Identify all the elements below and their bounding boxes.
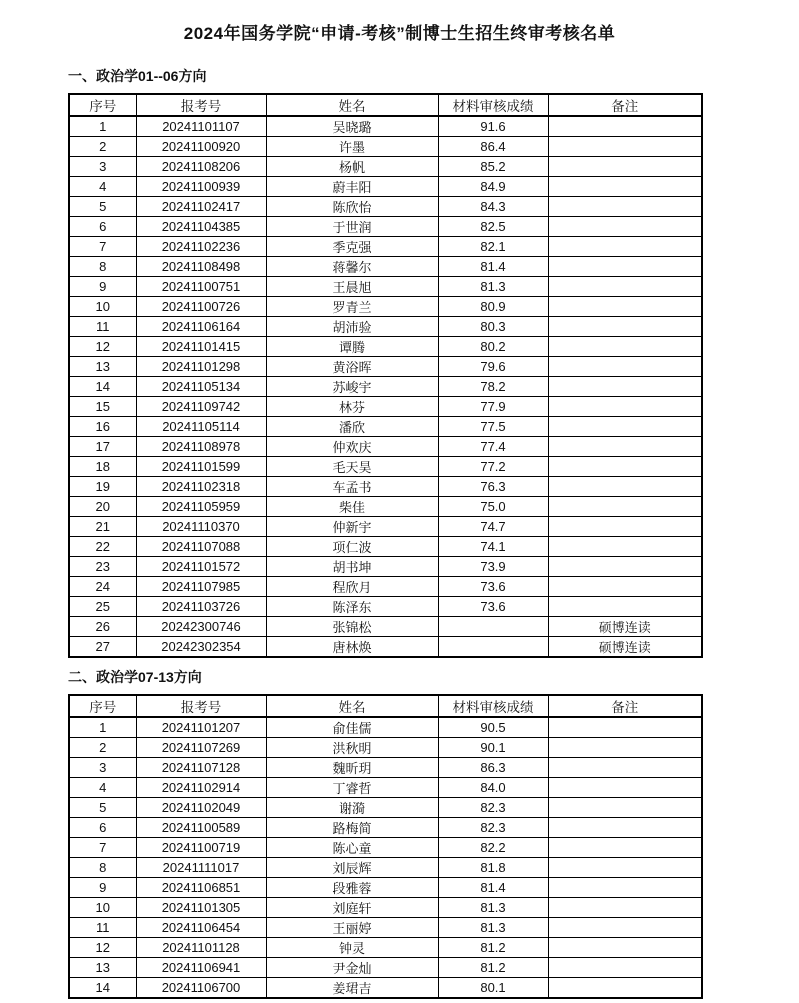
cell-name: 毛天昊 xyxy=(266,457,438,477)
cell-no: 22 xyxy=(69,537,136,557)
cell-application-number: 20241102417 xyxy=(136,197,266,217)
cell-application-number: 20241102914 xyxy=(136,778,266,798)
cell-application-number: 20241102236 xyxy=(136,237,266,257)
cell-no: 3 xyxy=(69,758,136,778)
cell-score: 77.2 xyxy=(438,457,548,477)
cell-no: 8 xyxy=(69,257,136,277)
cell-application-number: 20241100939 xyxy=(136,177,266,197)
table-row xyxy=(69,217,702,237)
table-row xyxy=(69,738,702,758)
cell-score xyxy=(438,637,548,658)
cell-application-number: 20241106700 xyxy=(136,978,266,999)
cell-no: 5 xyxy=(69,798,136,818)
cell-no: 9 xyxy=(69,277,136,297)
cell-note xyxy=(548,197,702,217)
cell-application-number: 20241102318 xyxy=(136,477,266,497)
cell-name: 胡书坤 xyxy=(266,557,438,577)
cell-application-number: 20242302354 xyxy=(136,637,266,658)
table-row xyxy=(69,197,702,217)
cell-note xyxy=(548,858,702,878)
cell-no: 11 xyxy=(69,918,136,938)
table-row xyxy=(69,637,702,658)
section-1-table xyxy=(68,93,703,658)
cell-no: 1 xyxy=(69,116,136,137)
cell-note xyxy=(548,377,702,397)
cell-note xyxy=(548,717,702,738)
cell-name: 王晨旭 xyxy=(266,277,438,297)
cell-score: 86.4 xyxy=(438,137,548,157)
section-2-table-header xyxy=(69,695,702,717)
cell-score: 81.8 xyxy=(438,858,548,878)
cell-note xyxy=(548,457,702,477)
cell-name: 季克强 xyxy=(266,237,438,257)
table-row xyxy=(69,557,702,577)
cell-application-number: 20241107128 xyxy=(136,758,266,778)
column-header-no: 序号 xyxy=(69,695,136,717)
table-row xyxy=(69,317,702,337)
cell-name: 尹金灿 xyxy=(266,958,438,978)
table-row xyxy=(69,277,702,297)
cell-score: 82.5 xyxy=(438,217,548,237)
table-row xyxy=(69,537,702,557)
cell-no: 12 xyxy=(69,337,136,357)
table-row xyxy=(69,477,702,497)
cell-no: 16 xyxy=(69,417,136,437)
cell-name: 胡沛验 xyxy=(266,317,438,337)
column-header-name: 姓名 xyxy=(266,695,438,717)
cell-score: 90.1 xyxy=(438,738,548,758)
cell-score: 85.2 xyxy=(438,157,548,177)
table-row xyxy=(69,157,702,177)
cell-no: 24 xyxy=(69,577,136,597)
cell-no: 15 xyxy=(69,397,136,417)
table-row xyxy=(69,818,702,838)
cell-note xyxy=(548,277,702,297)
cell-score: 77.9 xyxy=(438,397,548,417)
cell-score: 84.0 xyxy=(438,778,548,798)
cell-score: 73.9 xyxy=(438,557,548,577)
cell-score: 86.3 xyxy=(438,758,548,778)
cell-score: 84.9 xyxy=(438,177,548,197)
cell-score: 81.4 xyxy=(438,257,548,277)
cell-note xyxy=(548,417,702,437)
cell-no: 14 xyxy=(69,978,136,999)
cell-score: 82.3 xyxy=(438,818,548,838)
column-header-score: 材料审核成绩 xyxy=(438,695,548,717)
cell-name: 刘辰辉 xyxy=(266,858,438,878)
cell-no: 2 xyxy=(69,738,136,758)
table-row xyxy=(69,758,702,778)
column-header-no: 序号 xyxy=(69,94,136,116)
cell-note xyxy=(548,357,702,377)
cell-no: 3 xyxy=(69,157,136,177)
cell-name: 许墨 xyxy=(266,137,438,157)
cell-score: 81.2 xyxy=(438,938,548,958)
cell-name: 王丽婷 xyxy=(266,918,438,938)
cell-score: 78.2 xyxy=(438,377,548,397)
cell-score: 75.0 xyxy=(438,497,548,517)
cell-note xyxy=(548,317,702,337)
cell-note xyxy=(548,978,702,999)
cell-application-number: 20241107985 xyxy=(136,577,266,597)
cell-score: 84.3 xyxy=(438,197,548,217)
cell-score: 79.6 xyxy=(438,357,548,377)
table-row xyxy=(69,116,702,137)
cell-note xyxy=(548,116,702,137)
cell-name: 丁睿哲 xyxy=(266,778,438,798)
cell-application-number: 20241110370 xyxy=(136,517,266,537)
cell-name: 项仁波 xyxy=(266,537,438,557)
cell-note xyxy=(548,738,702,758)
cell-no: 1 xyxy=(69,717,136,738)
cell-application-number: 20241101128 xyxy=(136,938,266,958)
cell-name: 刘庭轩 xyxy=(266,898,438,918)
cell-name: 潘欣 xyxy=(266,417,438,437)
cell-note xyxy=(548,918,702,938)
cell-note xyxy=(548,557,702,577)
cell-no: 8 xyxy=(69,858,136,878)
table-row xyxy=(69,257,702,277)
cell-name: 程欣月 xyxy=(266,577,438,597)
cell-name: 仲新宇 xyxy=(266,517,438,537)
cell-score: 91.6 xyxy=(438,116,548,137)
cell-name: 黄浴晖 xyxy=(266,357,438,377)
cell-name: 魏昕玥 xyxy=(266,758,438,778)
column-header-score: 材料审核成绩 xyxy=(438,94,548,116)
cell-score: 81.4 xyxy=(438,878,548,898)
cell-note xyxy=(548,818,702,838)
cell-score: 81.3 xyxy=(438,918,548,938)
table-row xyxy=(69,858,702,878)
cell-application-number: 20241100751 xyxy=(136,277,266,297)
table-row xyxy=(69,878,702,898)
cell-application-number: 20241101305 xyxy=(136,898,266,918)
cell-no: 6 xyxy=(69,217,136,237)
table-row xyxy=(69,717,702,738)
cell-name: 吴晓璐 xyxy=(266,116,438,137)
cell-no: 10 xyxy=(69,297,136,317)
cell-note xyxy=(548,958,702,978)
cell-score xyxy=(438,617,548,637)
table-row xyxy=(69,417,702,437)
cell-application-number: 20241100726 xyxy=(136,297,266,317)
section-2-table xyxy=(68,694,703,999)
cell-no: 13 xyxy=(69,958,136,978)
document-title: 2024年国务学院“申请-考核”制博士生招生终审考核名单 xyxy=(183,24,616,43)
cell-note xyxy=(548,297,702,317)
cell-note: 硕博连读 xyxy=(548,617,702,637)
cell-score: 74.1 xyxy=(438,537,548,557)
cell-score: 82.3 xyxy=(438,798,548,818)
cell-note xyxy=(548,778,702,798)
cell-note xyxy=(548,597,702,617)
table-row xyxy=(69,517,702,537)
cell-name: 车孟书 xyxy=(266,477,438,497)
cell-name: 蔚丰阳 xyxy=(266,177,438,197)
table-row xyxy=(69,918,702,938)
cell-no: 27 xyxy=(69,637,136,658)
cell-application-number: 20241108206 xyxy=(136,157,266,177)
cell-no: 20 xyxy=(69,497,136,517)
cell-score: 81.2 xyxy=(438,958,548,978)
cell-application-number: 20241100920 xyxy=(136,137,266,157)
column-header-id: 报考号 xyxy=(136,695,266,717)
cell-application-number: 20241108498 xyxy=(136,257,266,277)
section-1-heading: 一、政治学01--06方向 xyxy=(68,68,207,84)
section-1-table-header xyxy=(69,94,702,116)
cell-name: 路梅简 xyxy=(266,818,438,838)
column-header-note: 备注 xyxy=(548,94,702,116)
table-row xyxy=(69,938,702,958)
cell-application-number: 20241101298 xyxy=(136,357,266,377)
table-row xyxy=(69,497,702,517)
table-row xyxy=(69,297,702,317)
cell-name: 洪秋明 xyxy=(266,738,438,758)
cell-note xyxy=(548,878,702,898)
cell-name: 钟灵 xyxy=(266,938,438,958)
cell-application-number: 20241101599 xyxy=(136,457,266,477)
column-header-note: 备注 xyxy=(548,695,702,717)
table-row xyxy=(69,778,702,798)
cell-name: 姜珺吉 xyxy=(266,978,438,999)
cell-note xyxy=(548,497,702,517)
cell-note xyxy=(548,237,702,257)
cell-application-number: 20241107088 xyxy=(136,537,266,557)
section-1-table-body xyxy=(69,116,702,657)
cell-application-number: 20241105114 xyxy=(136,417,266,437)
cell-name: 谢漪 xyxy=(266,798,438,818)
table-row xyxy=(69,577,702,597)
cell-name: 陈欣怡 xyxy=(266,197,438,217)
cell-no: 7 xyxy=(69,237,136,257)
cell-no: 19 xyxy=(69,477,136,497)
cell-note xyxy=(548,257,702,277)
table-row xyxy=(69,237,702,257)
cell-application-number: 20241106851 xyxy=(136,878,266,898)
cell-application-number: 20241108978 xyxy=(136,437,266,457)
cell-score: 80.2 xyxy=(438,337,548,357)
table-row xyxy=(69,597,702,617)
cell-application-number: 20241106164 xyxy=(136,317,266,337)
table-row xyxy=(69,177,702,197)
table-row xyxy=(69,357,702,377)
cell-name: 林芬 xyxy=(266,397,438,417)
cell-application-number: 20241107269 xyxy=(136,738,266,758)
cell-note xyxy=(548,137,702,157)
cell-no: 4 xyxy=(69,778,136,798)
cell-note xyxy=(548,217,702,237)
table-row xyxy=(69,958,702,978)
cell-score: 81.3 xyxy=(438,898,548,918)
cell-application-number: 20241101107 xyxy=(136,116,266,137)
table-row xyxy=(69,978,702,999)
cell-score: 81.3 xyxy=(438,277,548,297)
cell-application-number: 20241101207 xyxy=(136,717,266,738)
cell-name: 仲欢庆 xyxy=(266,437,438,457)
column-header-name: 姓名 xyxy=(266,94,438,116)
table-row xyxy=(69,898,702,918)
table-row xyxy=(69,337,702,357)
cell-application-number: 20241109742 xyxy=(136,397,266,417)
cell-score: 77.4 xyxy=(438,437,548,457)
cell-application-number: 20241104385 xyxy=(136,217,266,237)
cell-name: 段雅蓉 xyxy=(266,878,438,898)
cell-name: 罗青兰 xyxy=(266,297,438,317)
cell-no: 17 xyxy=(69,437,136,457)
cell-application-number: 20241105134 xyxy=(136,377,266,397)
cell-name: 杨帆 xyxy=(266,157,438,177)
cell-note xyxy=(548,437,702,457)
cell-score: 80.3 xyxy=(438,317,548,337)
table-row xyxy=(69,457,702,477)
section-2-heading: 二、政治学07-13方向 xyxy=(68,669,202,685)
cell-name: 于世润 xyxy=(266,217,438,237)
cell-no: 26 xyxy=(69,617,136,637)
table-row xyxy=(69,617,702,637)
cell-no: 18 xyxy=(69,457,136,477)
cell-no: 2 xyxy=(69,137,136,157)
cell-no: 9 xyxy=(69,878,136,898)
document-content xyxy=(68,68,701,999)
cell-name: 陈泽东 xyxy=(266,597,438,617)
table-row xyxy=(69,377,702,397)
table-row xyxy=(69,397,702,417)
cell-note xyxy=(548,517,702,537)
cell-score: 80.9 xyxy=(438,297,548,317)
table-row xyxy=(69,137,702,157)
cell-score: 73.6 xyxy=(438,577,548,597)
column-header-id: 报考号 xyxy=(136,94,266,116)
cell-note xyxy=(548,177,702,197)
cell-no: 23 xyxy=(69,557,136,577)
header-row xyxy=(69,695,702,717)
cell-note xyxy=(548,577,702,597)
cell-application-number: 20241101572 xyxy=(136,557,266,577)
cell-name: 俞佳儒 xyxy=(266,717,438,738)
cell-name: 陈心童 xyxy=(266,838,438,858)
cell-name: 苏峻宇 xyxy=(266,377,438,397)
cell-name: 谭腾 xyxy=(266,337,438,357)
cell-no: 6 xyxy=(69,818,136,838)
cell-score: 73.6 xyxy=(438,597,548,617)
cell-no: 25 xyxy=(69,597,136,617)
cell-score: 77.5 xyxy=(438,417,548,437)
cell-name: 柴佳 xyxy=(266,497,438,517)
cell-note: 硕博连读 xyxy=(548,637,702,658)
cell-no: 7 xyxy=(69,838,136,858)
cell-application-number: 20241106941 xyxy=(136,958,266,978)
cell-note xyxy=(548,337,702,357)
cell-note xyxy=(548,758,702,778)
table-row xyxy=(69,798,702,818)
cell-note xyxy=(548,477,702,497)
cell-application-number: 20241105959 xyxy=(136,497,266,517)
cell-note xyxy=(548,938,702,958)
header-row xyxy=(69,94,702,116)
cell-note xyxy=(548,157,702,177)
cell-note xyxy=(548,798,702,818)
cell-application-number: 20241100719 xyxy=(136,838,266,858)
table-row xyxy=(69,838,702,858)
cell-no: 14 xyxy=(69,377,136,397)
cell-application-number: 20241111017 xyxy=(136,858,266,878)
cell-score: 90.5 xyxy=(438,717,548,738)
cell-score: 82.2 xyxy=(438,838,548,858)
cell-name: 蒋馨尔 xyxy=(266,257,438,277)
cell-name: 唐林焕 xyxy=(266,637,438,658)
cell-name: 张锦松 xyxy=(266,617,438,637)
cell-score: 74.7 xyxy=(438,517,548,537)
cell-no: 5 xyxy=(69,197,136,217)
cell-no: 12 xyxy=(69,938,136,958)
cell-score: 76.3 xyxy=(438,477,548,497)
table-row xyxy=(69,437,702,457)
cell-application-number: 20241101415 xyxy=(136,337,266,357)
cell-note xyxy=(548,898,702,918)
cell-application-number: 20241103726 xyxy=(136,597,266,617)
cell-application-number: 20241106454 xyxy=(136,918,266,938)
cell-score: 80.1 xyxy=(438,978,548,999)
cell-note xyxy=(548,838,702,858)
cell-application-number: 20241102049 xyxy=(136,798,266,818)
cell-no: 21 xyxy=(69,517,136,537)
cell-no: 4 xyxy=(69,177,136,197)
cell-no: 10 xyxy=(69,898,136,918)
cell-score: 82.1 xyxy=(438,237,548,257)
cell-no: 13 xyxy=(69,357,136,377)
section-2-table-body xyxy=(69,717,702,998)
cell-note xyxy=(548,397,702,417)
cell-application-number: 20242300746 xyxy=(136,617,266,637)
cell-no: 11 xyxy=(69,317,136,337)
cell-application-number: 20241100589 xyxy=(136,818,266,838)
cell-note xyxy=(548,537,702,557)
